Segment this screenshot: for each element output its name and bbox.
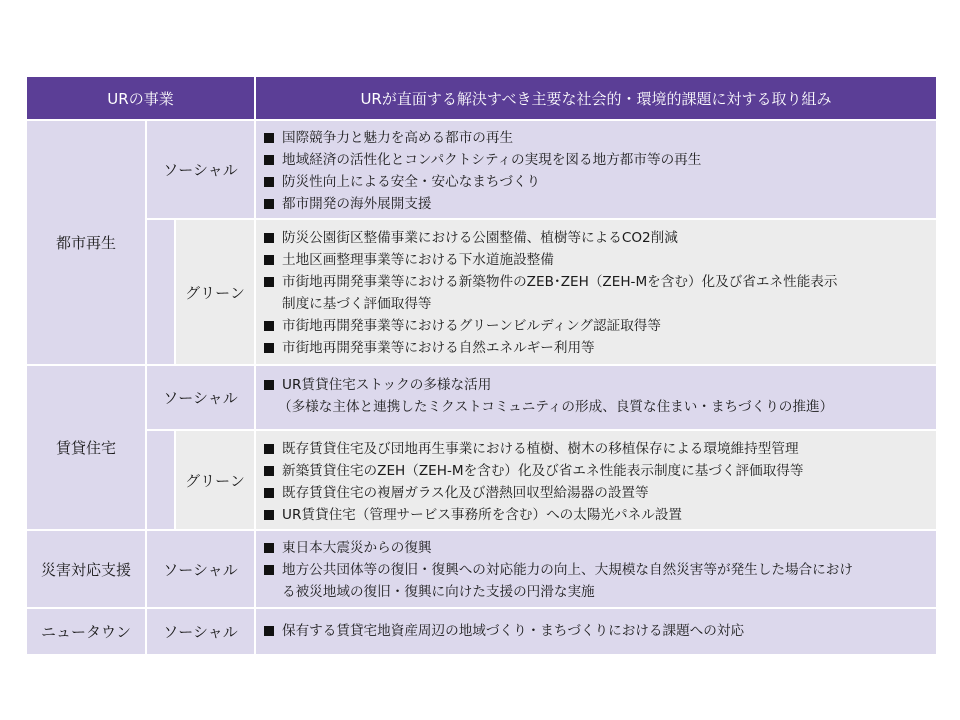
list-item: 既存賃貸住宅の複層ガラス化及び潜熱回収型給湯器の設置等 [260, 482, 936, 504]
list-item: 都市開発の海外展開支援 [260, 193, 936, 215]
newtown-social-items [256, 609, 936, 654]
business-new-town: ニュータウン [27, 609, 145, 654]
list-item-continuation: る被災地域の復旧・復興に向けた支援の円滑な実施 [282, 584, 595, 600]
list-item: 既存賃貸住宅及び団地再生事業における植樹、樹木の移植保存による環境維持型管理 [260, 438, 936, 460]
header-ur-business: URの事業 [27, 77, 254, 119]
list-item: 地方公共団体等の復旧・復興への対応能力の向上、大規模な自然災害等が発生した場合におけ [260, 559, 936, 581]
list-item: UR賃貸住宅（管理サービス事務所を含む）への太陽光パネル設置 [260, 504, 936, 526]
category-green: グリーン [176, 431, 254, 529]
list-item: 地域経済の活性化とコンパクトシティの実現を図る地方都市等の再生 [260, 149, 936, 171]
list-item: 防災性向上による安全・安心なまちづくり [260, 171, 936, 193]
category-social: ソーシャル [147, 531, 254, 607]
list-item-continuation: （多様な主体と連携したミクストコミュニティの形成、良質な住まい・まちづくりの推進） [278, 399, 834, 415]
header-initiatives: URが直面する解決すべき主要な社会的・環境的課題に対する取り組み [256, 77, 936, 119]
list-item: 市街地再開発事業等における新築物件のZEB･ZEH（ZEH-Mを含む）化及び省エネ性能表示 [260, 271, 936, 293]
rental-green-items [256, 431, 936, 529]
category-social: ソーシャル [147, 609, 254, 654]
category-social: ソーシャル [147, 121, 254, 218]
rental-green-indent [147, 431, 174, 529]
list-item: UR賃貸住宅ストックの多様な活用 [260, 374, 936, 396]
list-item: 東日本大震災からの復興 [260, 537, 936, 559]
urban-green-items [256, 220, 936, 364]
disaster-social-items [256, 531, 936, 607]
list-item: 市街地再開発事業等における自然エネルギー利用等 [260, 337, 936, 359]
business-urban-renewal: 都市再生 [27, 121, 145, 364]
list-item: 国際競争力と魅力を高める都市の再生 [260, 127, 936, 149]
list-item: 保有する賃貸宅地資産周辺の地域づくり・まちづくりにおける課題への対応 [260, 620, 936, 642]
list-item: 土地区画整理事業等における下水道施設整備 [260, 249, 936, 271]
business-disaster-support: 災害対応支援 [27, 531, 145, 607]
business-rental-housing: 賃貸住宅 [27, 366, 145, 529]
list-item: 防災公園街区整備事業における公園整備、植樹等によるCO2削減 [260, 227, 936, 249]
urban-social-items [256, 121, 936, 218]
category-green: グリーン [176, 220, 254, 364]
list-item-continuation: 制度に基づく評価取得等 [282, 296, 432, 312]
list-item: 市街地再開発事業等におけるグリーンビルディング認証取得等 [260, 315, 936, 337]
urban-green-indent [147, 220, 174, 364]
rental-social-items [256, 366, 936, 429]
list-item: 新築賃貸住宅のZEH（ZEH-Mを含む）化及び省エネ性能表示制度に基づく評価取得等 [260, 460, 936, 482]
category-social: ソーシャル [147, 366, 254, 429]
